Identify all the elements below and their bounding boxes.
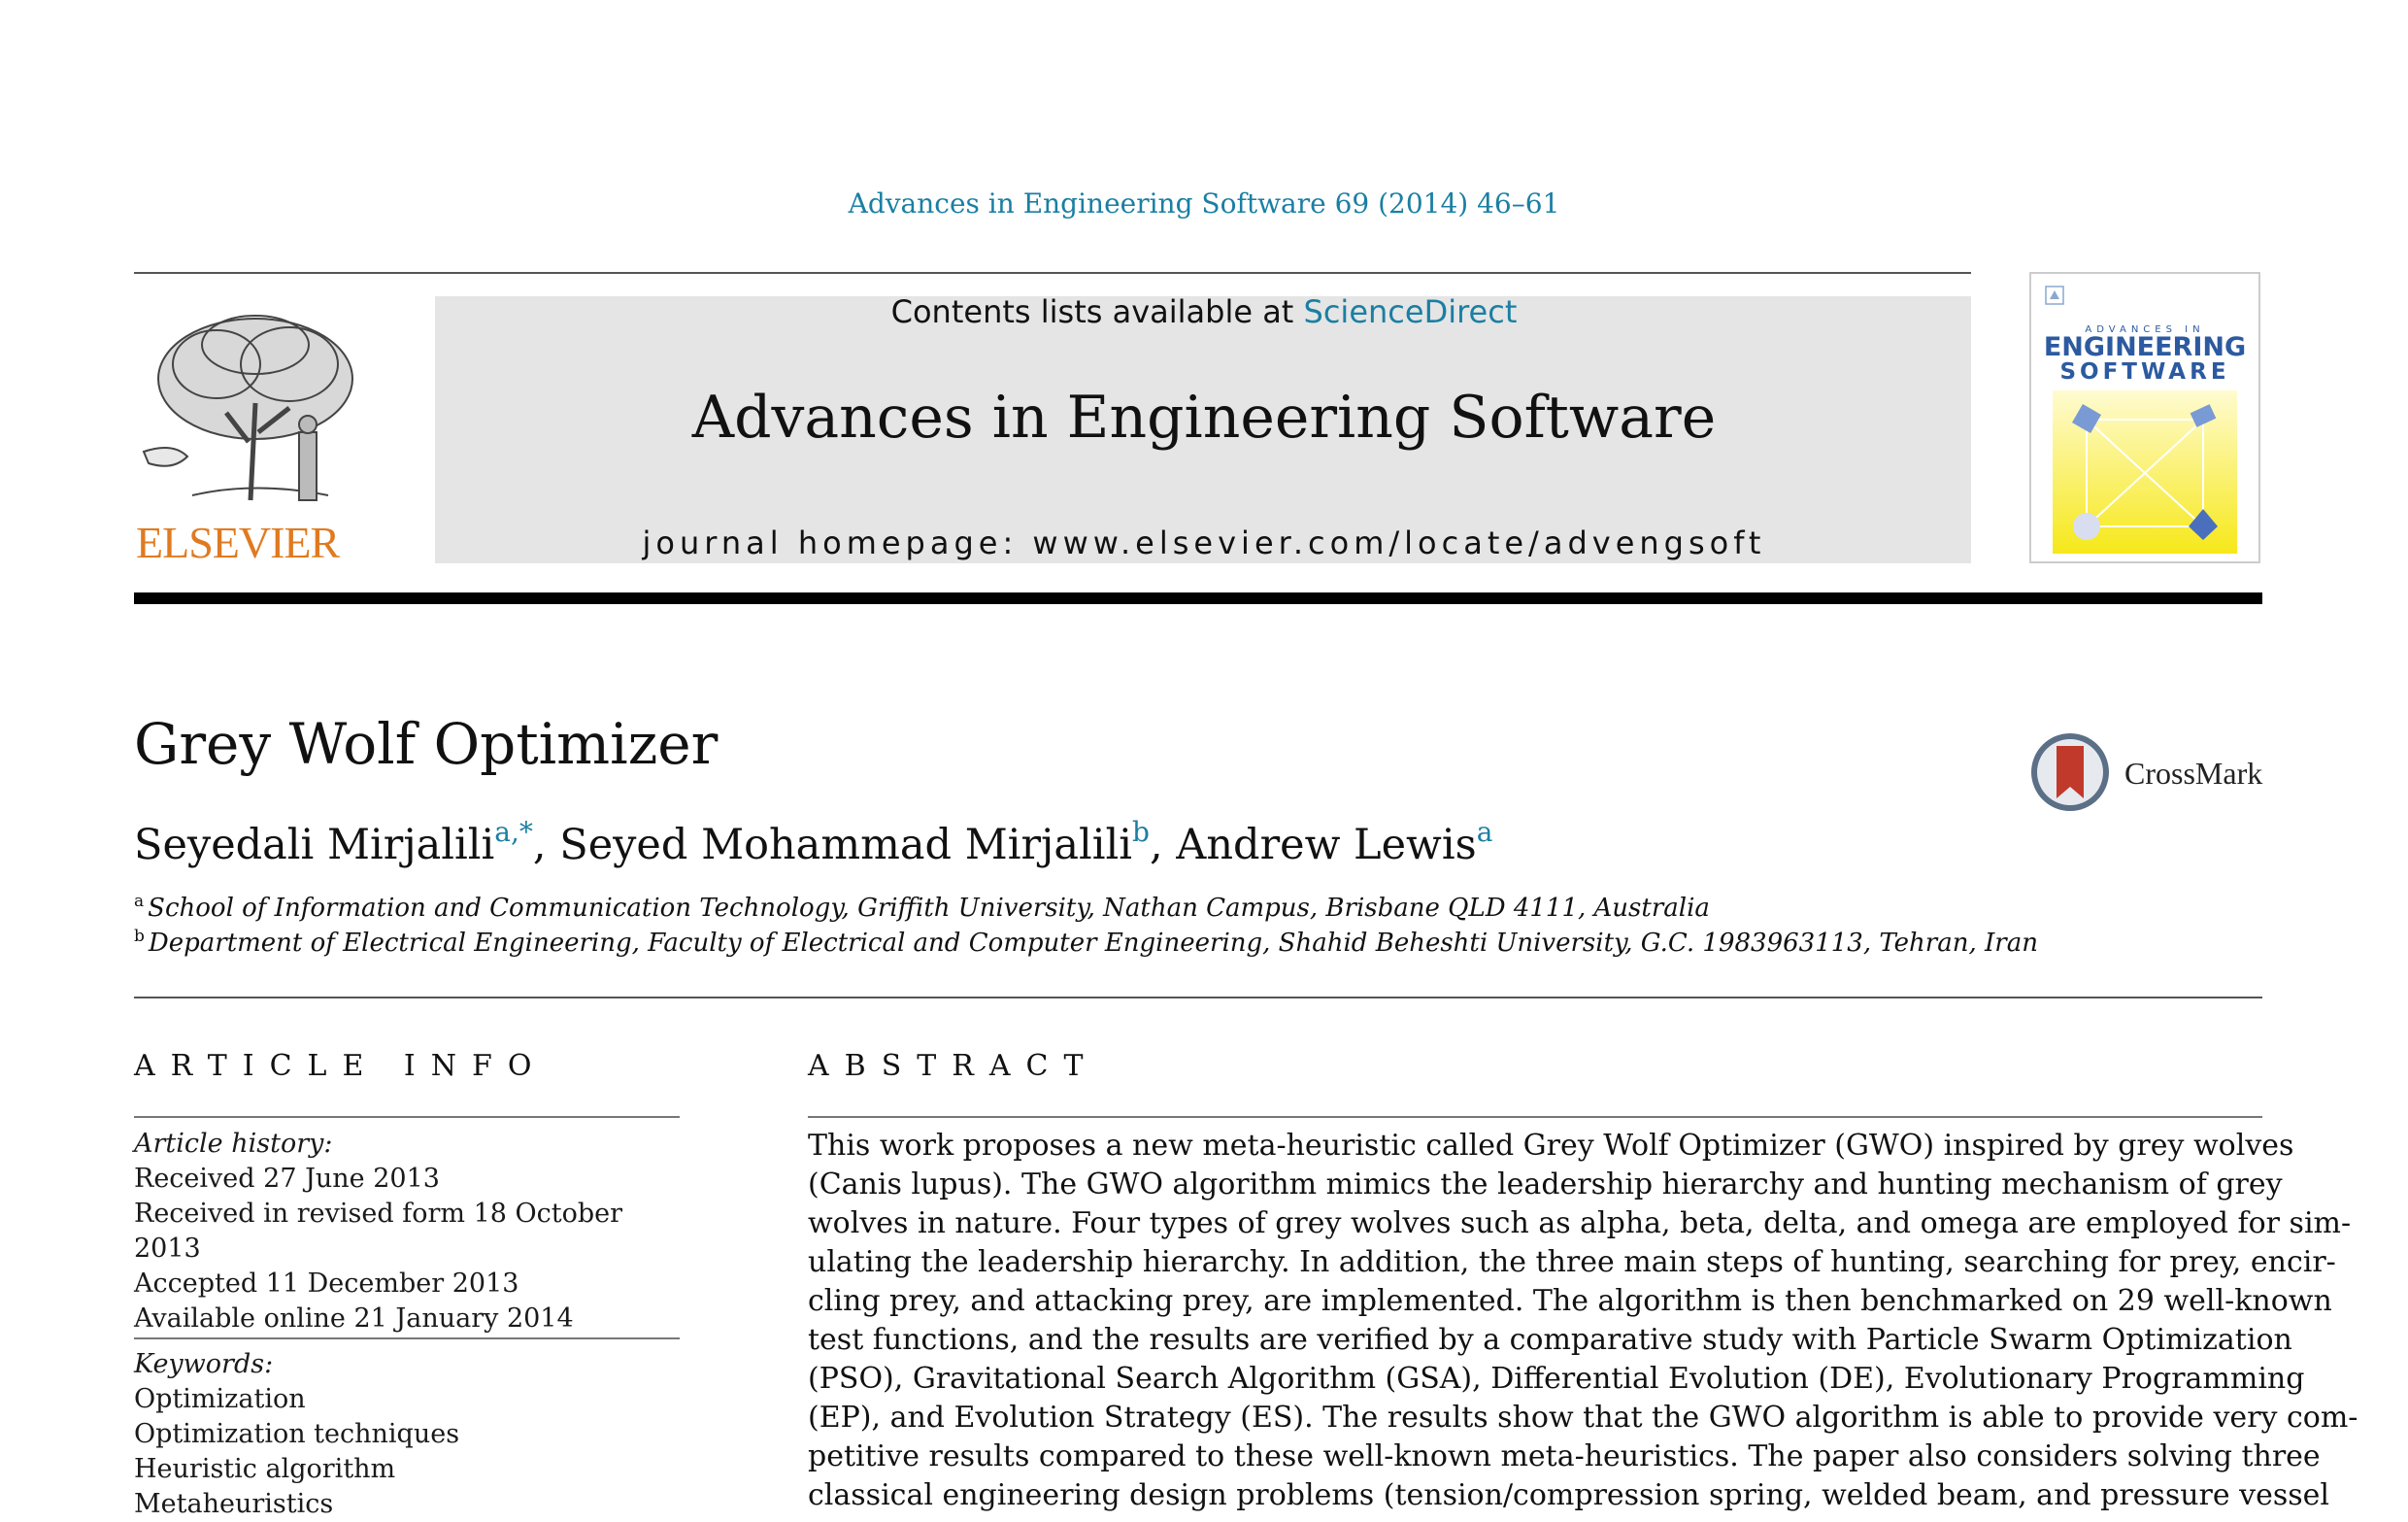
author-affiliation-mark[interactable]: b (1132, 816, 1150, 848)
cover-title-line2: SOFTWARE (2059, 359, 2230, 385)
abstract-line: petitive results compared to these well-known meta-heuristics. The paper also considers solving three (808, 1439, 2321, 1473)
abstract-rule (808, 1116, 2262, 1118)
affiliation-mark: b (134, 927, 145, 946)
author-affiliation-mark[interactable]: a (1476, 816, 1493, 848)
abstract-line: cling prey, and attacking prey, are implemented. The algorithm is then benchmarked on 29 well-known (808, 1284, 2332, 1318)
keyword-item: Optimization techniques (134, 1419, 460, 1449)
history-item: Received in revised form 18 October 2013 (134, 1199, 623, 1264)
section-rule (134, 997, 2262, 998)
cover-art (2053, 390, 2237, 554)
affiliation-text: School of Information and Communication Technology, Griffith University, Nathan Campus, Brisbane QLD 4111, Australia (148, 894, 1710, 923)
keywords (134, 1347, 697, 1522)
abstract-line: ulating the leadership hierarchy. In addition, the three main steps of hunting, searching for prey, encir- (808, 1245, 2336, 1279)
keywords-label: Keywords: (134, 1349, 274, 1379)
author-name[interactable]: Seyed Mohammad Mirjalili (559, 821, 1133, 869)
journal-homepage-link[interactable]: journal homepage: www.elsevier.com/locate/advengsoft (642, 524, 1766, 561)
keywords-rule (134, 1337, 680, 1339)
article-info-rule (134, 1116, 680, 1118)
affiliation-mark: a (134, 892, 145, 911)
cover-title-line1: ENGINEERING (2043, 332, 2247, 362)
article-history (134, 1127, 697, 1336)
article-info-heading: ARTICLE INFO (134, 1049, 548, 1083)
journal-citation[interactable]: Advances in Engineering Software 69 (2014) 46–61 (848, 187, 1560, 220)
affiliation-text: Department of Electrical Engineering, Faculty of Electrical and Computer Engineering, Shahid Beheshti University, G.C. 1983963113, Tehran, Iran (148, 929, 2038, 958)
abstract-text (808, 1127, 2358, 1515)
journal-cover-thumbnail[interactable] (2029, 272, 2260, 563)
keyword-item: Heuristic algorithm (134, 1454, 396, 1484)
history-item: Received 27 June 2013 (134, 1164, 440, 1194)
keyword-item: Optimization (134, 1384, 306, 1414)
elsevier-wordmark: ELSEVIER (136, 518, 340, 567)
history-item: Accepted 11 December 2013 (134, 1268, 519, 1299)
crossmark-label[interactable]: CrossMark (2124, 756, 2263, 791)
header-rule (134, 272, 1971, 274)
sciencedirect-link[interactable]: ScienceDirect (1303, 293, 1518, 330)
author-list: Seyedali Mirjalili$^{a,*}$, Seyed Mohammad Mirjalili$^b$, Andrew Lewis$^a$ (134, 816, 1493, 869)
author-affiliation-mark[interactable]: a,* (494, 816, 533, 848)
abstract-line: This work proposes a new meta-heuristic called Grey Wolf Optimizer (GWO) inspired by grey wolves (808, 1129, 2294, 1163)
abstract-line: (EP), and Evolution Strategy (ES). The results show that the GWO algorithm is able to provide very com- (808, 1401, 2358, 1435)
article-title: Grey Wolf Optimizer (134, 711, 719, 777)
affiliation-a (134, 892, 1710, 923)
elsevier-mini-icon (2045, 286, 2064, 305)
abstract-line: (PSO), Gravitational Search Algorithm (GSA), Differential Evolution (DE), Evolutionary Programming (808, 1362, 2305, 1396)
author-name[interactable]: Andrew Lewis (1176, 821, 1477, 869)
abstract-heading: ABSTRACT (808, 1049, 1099, 1083)
abstract-line: (Canis lupus). The GWO algorithm mimics the leadership hierarchy and hunting mechanism of grey (808, 1167, 2283, 1201)
contents-prefix: Contents lists available at (890, 293, 1304, 330)
author-name[interactable]: Seyedali Mirjalili (134, 821, 495, 869)
keyword-item: Metaheuristics (134, 1489, 334, 1519)
abstract-line: classical engineering design problems (tension/compression spring, welded beam, and pressure vessel (808, 1478, 2330, 1512)
history-label: Article history: (134, 1129, 333, 1159)
abstract-line: test functions, and the results are verified by a comparative study with Particle Swarm Optimization (808, 1323, 2292, 1357)
affiliation-b (134, 927, 2038, 958)
journal-title: Advances in Engineering Software (691, 384, 1717, 452)
abstract-line: wolves in nature. Four types of grey wolves such as alpha, beta, delta, and omega are employed for sim- (808, 1206, 2352, 1240)
history-item: Available online 21 January 2014 (134, 1303, 574, 1334)
header-thick-rule (134, 592, 2262, 604)
cover-small-text: ADVANCES IN (2085, 324, 2205, 335)
